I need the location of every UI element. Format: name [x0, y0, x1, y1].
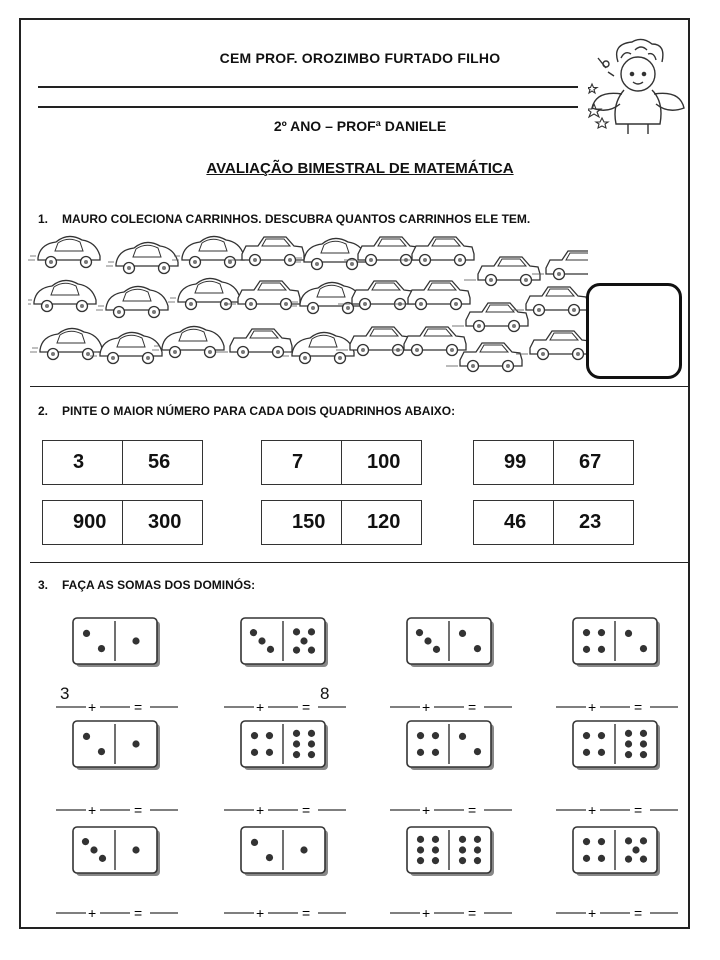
number-cell[interactable]: 46: [474, 501, 554, 545]
domino-pip: [640, 837, 647, 844]
plus-sign: +: [422, 699, 431, 715]
domino-pip: [300, 846, 307, 853]
equals-sign: =: [302, 905, 311, 921]
domino-pip: [417, 732, 424, 739]
domino-tile: [72, 720, 162, 772]
domino-pip: [99, 855, 106, 862]
question-text: FAÇA AS SOMAS DOS DOMINÓS:: [62, 578, 256, 592]
domino-pip: [583, 855, 590, 862]
toy-car-icon: [294, 238, 366, 269]
toy-car-icon: [168, 278, 240, 309]
equals-sign: =: [634, 905, 643, 921]
toy-car-icon: [290, 282, 362, 313]
domino-pip: [459, 846, 466, 853]
domino-pip: [598, 838, 605, 845]
domino-tile: [240, 720, 330, 772]
domino-pip: [598, 855, 605, 862]
question-1: [38, 212, 530, 226]
domino-pip: [640, 740, 647, 747]
section-divider: [30, 562, 690, 563]
domino-pip: [132, 846, 139, 853]
equals-sign: =: [634, 802, 643, 818]
toy-car-icon: [28, 280, 96, 311]
domino-pip: [293, 647, 300, 654]
sum-blank[interactable]: [388, 692, 518, 716]
section-divider: [30, 386, 690, 387]
handwritten-answer: 8: [320, 684, 330, 703]
domino-pip: [266, 749, 273, 756]
domino-pip: [308, 751, 315, 758]
domino-tile: [406, 720, 496, 772]
domino-pip: [432, 836, 439, 843]
number-cell[interactable]: 300: [123, 501, 203, 545]
domino-pip: [640, 730, 647, 737]
domino-pip: [640, 856, 647, 863]
domino-pip: [251, 732, 258, 739]
domino-pip: [293, 751, 300, 758]
domino-pip: [424, 637, 431, 644]
domino-pip: [293, 730, 300, 737]
domino-pip: [417, 836, 424, 843]
domino-tile: [572, 720, 662, 772]
plus-sign: +: [588, 802, 597, 818]
domino-pip: [583, 732, 590, 739]
number-cell[interactable]: 100: [342, 441, 422, 485]
domino-pip: [625, 856, 632, 863]
domino-pip: [308, 740, 315, 747]
toy-car-icon: [172, 236, 244, 267]
domino-pip: [83, 630, 90, 637]
domino-pip: [251, 749, 258, 756]
sum-blank[interactable]: [222, 795, 352, 819]
plus-sign: +: [256, 905, 265, 921]
toy-car-icon: [282, 332, 354, 363]
domino-pip: [474, 857, 481, 864]
domino-pip: [474, 846, 481, 853]
number-cell[interactable]: 150: [262, 501, 342, 545]
domino-pip: [98, 748, 105, 755]
toy-car-icon: [96, 286, 168, 317]
question-2: [38, 404, 455, 418]
number-pair: [261, 500, 422, 545]
question-number: 1.: [38, 212, 49, 226]
domino-pip: [82, 838, 89, 845]
domino-pip: [90, 846, 97, 853]
domino-tile: [240, 617, 330, 669]
domino-pip: [308, 628, 315, 635]
domino-tile: [572, 617, 662, 669]
toy-car-icon: [30, 328, 102, 359]
plus-sign: +: [588, 905, 597, 921]
domino-tile: [240, 826, 330, 878]
domino-pip: [308, 730, 315, 737]
sum-blank[interactable]: [554, 795, 684, 819]
plus-sign: +: [422, 905, 431, 921]
domino-pip: [598, 732, 605, 739]
equals-sign: =: [302, 802, 311, 818]
grade-teacher: 2º ANO – PROFª DANIELE: [273, 118, 447, 134]
sum-blank[interactable]: [388, 898, 518, 922]
domino-pip: [625, 730, 632, 737]
domino-tile: [572, 826, 662, 878]
equals-sign: =: [134, 699, 143, 715]
question-text: MAURO COLECIONA CARRINHOS. DESCUBRA QUANTOS CARRINHOS ELE TEM.: [62, 212, 531, 226]
number-pair: [261, 440, 422, 485]
plus-sign: +: [256, 802, 265, 818]
domino-pip: [300, 637, 307, 644]
domino-pip: [459, 630, 466, 637]
equals-sign: =: [468, 802, 477, 818]
number-cell[interactable]: 900: [43, 501, 123, 545]
toy-car-icon: [106, 242, 178, 273]
exam-title: AVALIAÇÃO BIMESTRAL DE MATEMÁTICA: [206, 160, 514, 177]
question-number: 2.: [38, 404, 49, 418]
number-cell[interactable]: 120: [342, 501, 422, 545]
domino-tile: [72, 826, 162, 878]
angel-illustration-icon: [588, 32, 686, 142]
plus-sign: +: [88, 699, 97, 715]
domino-pip: [474, 748, 481, 755]
domino-pip: [258, 637, 265, 644]
domino-tile: [406, 826, 496, 878]
domino-pip: [598, 646, 605, 653]
sum-blank[interactable]: [388, 795, 518, 819]
domino-pip: [98, 645, 105, 652]
number-cell[interactable]: 7: [262, 441, 342, 485]
sum-blank[interactable]: [222, 692, 352, 716]
equals-sign: =: [468, 905, 477, 921]
handwritten-answer: 3: [60, 684, 70, 703]
domino-pip: [132, 740, 139, 747]
equals-sign: =: [134, 905, 143, 921]
number-cell[interactable]: 56: [123, 441, 203, 485]
domino-pip: [266, 732, 273, 739]
domino-pip: [459, 733, 466, 740]
number-pair: [473, 500, 634, 545]
number-pair: [473, 440, 634, 485]
toy-car-icon: [28, 236, 100, 267]
toy-car-icon: [452, 303, 528, 332]
sum-blank[interactable]: [554, 898, 684, 922]
domino-pip: [640, 645, 647, 652]
domino-pip: [266, 854, 273, 861]
domino-pip: [459, 857, 466, 864]
domino-pip: [432, 857, 439, 864]
domino-pip: [474, 836, 481, 843]
plus-sign: +: [588, 699, 597, 715]
plus-sign: +: [88, 802, 97, 818]
domino-pip: [583, 646, 590, 653]
domino-pip: [598, 749, 605, 756]
domino-pip: [293, 740, 300, 747]
domino-pip: [598, 629, 605, 636]
cars-illustration: [28, 228, 588, 383]
sum-blank[interactable]: [222, 898, 352, 922]
number-cell[interactable]: 67: [554, 441, 634, 485]
domino-pip: [433, 646, 440, 653]
domino-pip: [417, 749, 424, 756]
domino-pip: [625, 751, 632, 758]
toy-car-icon: [216, 329, 292, 358]
domino-pip: [83, 733, 90, 740]
plus-sign: +: [88, 905, 97, 921]
number-cell[interactable]: 99: [474, 441, 554, 485]
toy-car-icon: [464, 257, 540, 286]
domino-pip: [625, 837, 632, 844]
domino-pip: [640, 751, 647, 758]
domino-pip: [416, 629, 423, 636]
domino-pip: [459, 836, 466, 843]
domino-pip: [583, 629, 590, 636]
answer-box[interactable]: [586, 283, 682, 379]
domino-tile: [406, 617, 496, 669]
name-line[interactable]: [38, 86, 578, 88]
number-cell[interactable]: 23: [554, 501, 634, 545]
domino-pip: [417, 846, 424, 853]
domino-pip: [293, 628, 300, 635]
toy-car-icon: [512, 287, 588, 316]
domino-pip: [432, 749, 439, 756]
domino-pip: [632, 846, 639, 853]
equals-sign: =: [134, 802, 143, 818]
plus-sign: +: [422, 802, 431, 818]
question-text: PINTE O MAIOR NÚMERO PARA CADA DOIS QUADRINHOS ABAIXO:: [62, 404, 456, 418]
toy-car-icon: [152, 326, 224, 357]
domino-pip: [417, 857, 424, 864]
number-pair: [42, 500, 203, 545]
school-name: CEM PROF. OROZIMBO FURTADO FILHO: [219, 50, 501, 66]
sum-blank[interactable]: [54, 795, 184, 819]
toy-car-icon: [516, 331, 588, 360]
plus-sign: +: [256, 699, 265, 715]
sum-blank[interactable]: [554, 692, 684, 716]
domino-pip: [474, 645, 481, 652]
domino-pip: [251, 839, 258, 846]
domino-pip: [308, 647, 315, 654]
domino-pip: [250, 629, 257, 636]
number-cell[interactable]: 3: [43, 441, 123, 485]
domino-pip: [267, 646, 274, 653]
equals-sign: =: [634, 699, 643, 715]
domino-pip: [625, 740, 632, 747]
sum-blank[interactable]: [54, 898, 184, 922]
question-3: [38, 578, 255, 592]
equals-sign: =: [468, 699, 477, 715]
number-pair: [42, 440, 203, 485]
domino-pip: [432, 732, 439, 739]
domino-pip: [432, 846, 439, 853]
domino-pip: [625, 630, 632, 637]
domino-pip: [583, 749, 590, 756]
domino-pip: [583, 838, 590, 845]
name-line[interactable]: [38, 106, 578, 108]
domino-tile: [72, 617, 162, 669]
question-number: 3.: [38, 578, 49, 592]
equals-sign: =: [302, 699, 311, 715]
domino-pip: [132, 637, 139, 644]
sum-blank[interactable]: [54, 692, 184, 716]
